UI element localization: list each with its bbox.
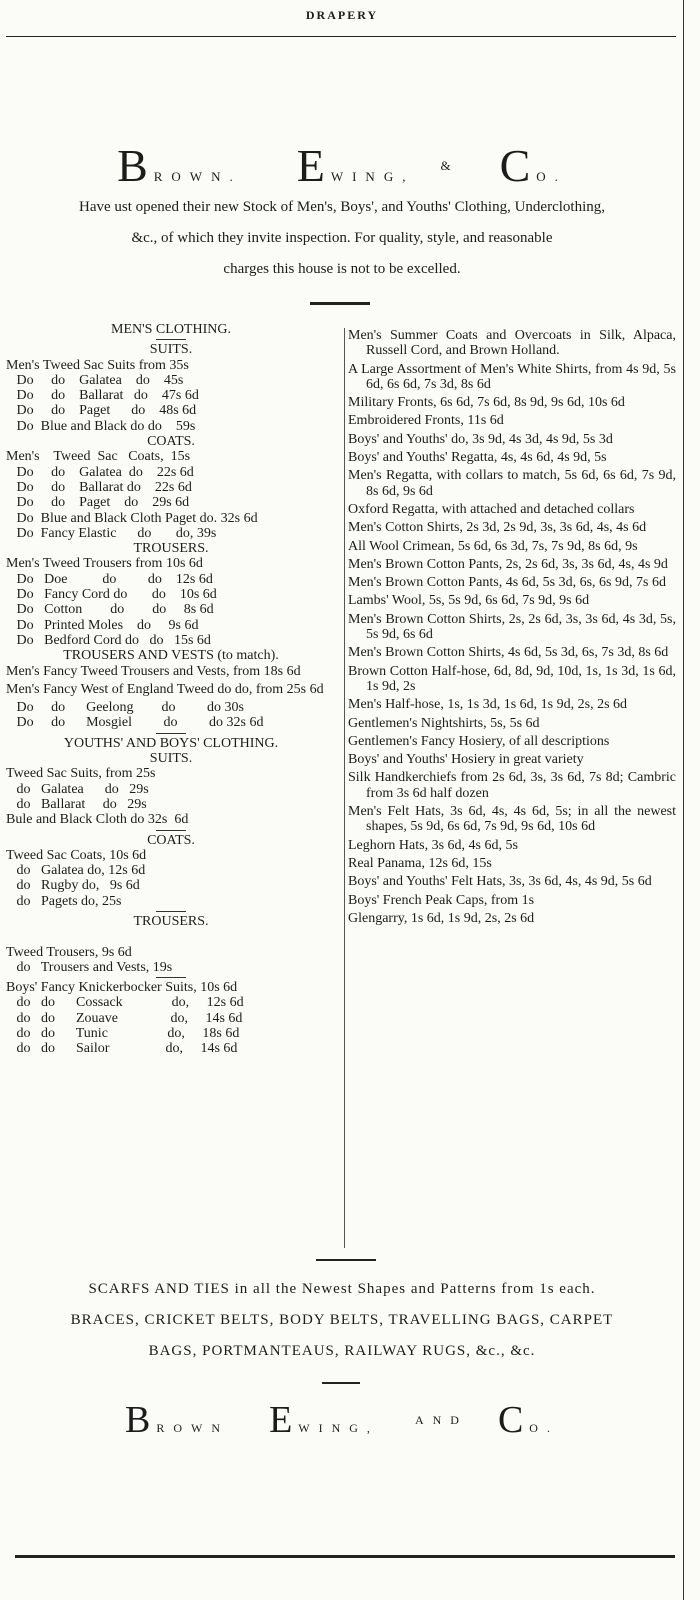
- mens-and-boys-clothing-column: [6, 322, 336, 1057]
- footer-line: BRACES, CRICKET BELTS, BODY BELTS, TRAVELLING BAGS, CARPET: [70, 1312, 614, 1328]
- shirts-hosiery-hats-column: [348, 328, 676, 929]
- price-entry: Boys' French Peak Caps, from 1s: [348, 892, 535, 908]
- section-heading: COATS.: [147, 434, 195, 450]
- price-entry: Men's Brown Cotton Shirts, 2s, 2s 6d, 3s, 3s 6d, 4s 3d, 5s, 5s 9d, 6s 6d: [348, 611, 676, 643]
- price-entry: Do Bedford Cord do do 15s 6d: [6, 632, 211, 648]
- price-entry: do Pagets do, 25s: [6, 893, 122, 909]
- section-heading: TROUSERS AND VESTS (to match).: [63, 648, 279, 664]
- price-entry: Boys' Fancy Knickerbocker Suits, 10s 6d: [6, 980, 238, 996]
- price-entry: Bule and Black Cloth do 32s 6d: [6, 812, 189, 828]
- price-entry: do do Tunic do, 18s 6d: [6, 1026, 240, 1042]
- price-entry: Do Doe do do 12s 6d: [6, 571, 213, 587]
- price-entry: Boys' and Youths' Regatta, 4s, 4s 6d, 4s 9d, 5s: [348, 450, 607, 466]
- price-entry: do do Zouave do, 14s 6d: [6, 1010, 243, 1026]
- price-entry: Do do Paget do 48s 6d: [6, 403, 197, 419]
- price-entry: Boys' and Youths' Felt Hats, 3s, 3s 6d, 4s, 4s 9d, 5s 6d: [348, 874, 652, 890]
- price-entry: Boys' and Youths' Hosiery in great variety: [348, 752, 584, 768]
- price-entry: do Trousers and Vests, 19s: [6, 959, 173, 975]
- price-entry: Men's Half-hose, 1s, 1s 3d, 1s 6d, 1s 9d, 2s, 2s 6d: [348, 697, 628, 713]
- price-entry: Silk Handkerchiefs from 2s 6d, 3s, 3s 6d, 7s 8d; Cambric from 3s 6d half dozen: [348, 770, 676, 801]
- price-entry: Military Fronts, 6s 6d, 7s 6d, 8s 9d, 9s 6d, 10s 6d: [348, 395, 625, 411]
- section-heading: YOUTHS' AND BOYS' CLOTHING.: [63, 735, 279, 751]
- signature-word-3: AND: [414, 1412, 468, 1427]
- price-entry: Leghorn Hats, 3s 6d, 4s 6d, 5s: [348, 837, 518, 853]
- intro-line: &c., of which they invite inspection. For quality, style, and reasonable: [131, 230, 553, 246]
- firm-word-3: &: [440, 158, 460, 173]
- short-divider: [156, 977, 186, 978]
- price-entry: do do Sailor do, 14s 6d: [6, 1041, 238, 1057]
- price-entry: Men's Brown Cotton Shirts, 4s 6d, 5s 3d, 6s, 7s 3d, 8s 6d: [348, 645, 669, 661]
- price-entry: Do do Paget do 29s 6d: [6, 495, 190, 511]
- price-entry: Do do Mosgiel do do 32s 6d: [6, 715, 264, 731]
- price-entry: Real Panama, 12s 6d, 15s: [348, 855, 492, 871]
- price-entry: Oxford Regatta, with attached and detached collars: [348, 501, 635, 517]
- firm-word-4: C O.: [499, 140, 567, 191]
- signature-word-1: B ROWN: [125, 1399, 230, 1441]
- price-entry: Lambs' Wool, 5s, 5s 9d, 6s 6d, 7s 9d, 9s 6d: [348, 593, 590, 609]
- accessories-notice: [0, 1274, 684, 1367]
- price-entry: Do do Ballarat do 22s 6d: [6, 479, 192, 495]
- price-entry: Do do Galatea do 45s: [6, 372, 184, 388]
- header-rule: [6, 36, 676, 37]
- price-entry: Men's Regatta, with collars to match, 5s 6d, 6s 6d, 7s 9d, 8s 6d, 9s 6d: [348, 468, 676, 499]
- firm-word-2: E WING,: [296, 140, 415, 191]
- intro-line: Have ust opened their new Stock of Men's, Boys', and Youths' Clothing, Underclothing,: [79, 199, 605, 215]
- price-entry: Do Blue and Black do do 59s: [6, 418, 196, 434]
- firm-word-1: B ROWN.: [117, 140, 242, 191]
- price-entry: Do Fancy Elastic do do, 39s: [6, 525, 217, 541]
- firm-name-heading: [0, 136, 684, 196]
- price-entry: Do do Ballarat do 47s 6d: [6, 388, 199, 404]
- section-heading: SUITS.: [149, 751, 193, 767]
- price-entry: Men's Summer Coats and Overcoats in Silk, Alpaca, Russell Cord, and Brown Holland.: [348, 328, 676, 359]
- price-entry: Embroidered Fronts, 11s 6d: [348, 413, 504, 429]
- price-entry: Do Printed Moles do 9s 6d: [6, 617, 199, 633]
- signature-divider: [322, 1382, 360, 1384]
- section-heading: DRAPERY: [305, 8, 379, 22]
- short-divider: [156, 830, 186, 831]
- price-entry: Men's Brown Cotton Pants, 2s, 2s 6d, 3s, 3s 6d, 4s, 4s 9d: [348, 556, 668, 572]
- price-entry: [6, 929, 336, 944]
- price-entry: Glengarry, 1s 6d, 1s 9d, 2s, 2s 6d: [348, 910, 535, 926]
- price-entry: Men's Tweed Sac Coats, 15s: [6, 449, 191, 465]
- price-entry: Brown Cotton Half-hose, 6d, 8d, 9d, 10d, 1s, 1s 3d, 1s 6d, 1s 9d, 2s: [348, 663, 676, 694]
- short-divider: [156, 911, 186, 912]
- footer-line: BAGS, PORTMANTEAUS, RAILWAY RUGS, &c., &c.: [148, 1343, 536, 1359]
- section-heading: TROUSERS.: [133, 913, 209, 929]
- price-entry: Gentlemen's Fancy Hosiery, of all descriptions: [348, 733, 610, 749]
- price-entry: Men's Brown Cotton Pants, 4s 6d, 5s 3d, 6s, 6s 9d, 7s 6d: [348, 575, 666, 591]
- price-entry: Men's Cotton Shirts, 2s 3d, 2s 9d, 3s, 3s 6d, 4s, 4s 6d: [348, 520, 647, 536]
- price-entry: Tweed Sac Coats, 10s 6d: [6, 847, 147, 863]
- price-entry: Men's Tweed Sac Suits from 35s: [6, 357, 189, 373]
- bottom-rule: [15, 1555, 675, 1558]
- intro-paragraph: [0, 192, 684, 285]
- price-entry: Do Cotton do do 8s 6d: [6, 602, 214, 618]
- price-entry: do Ballarat do 29s: [6, 796, 147, 812]
- column-divider: [344, 328, 345, 1248]
- price-entry: All Wool Crimean, 5s 6d, 6s 3d, 7s, 7s 9d, 8s 6d, 9s: [348, 538, 638, 554]
- section-heading: COATS.: [147, 832, 195, 848]
- section-heading: SUITS.: [149, 342, 193, 358]
- price-entry: Tweed Sac Suits, from 25s: [6, 766, 156, 782]
- price-entry: Tweed Trousers, 9s 6d: [6, 944, 132, 960]
- price-entry: Boys' and Youths' do, 3s 9d, 4s 3d, 4s 9d, 5s 3d: [348, 431, 613, 447]
- price-entry: Men's Felt Hats, 3s 6d, 4s, 4s 6d, 5s; in all the newest shapes, 5s 9d, 6s 6d, 7s 9d, 9s 6d, 10s 6d: [348, 804, 676, 835]
- short-divider: [156, 339, 186, 340]
- price-entry: do Galatea do 29s: [6, 781, 149, 797]
- price-entry: Men's Tweed Trousers from 10s 6d: [6, 556, 203, 572]
- section-divider: [310, 302, 370, 305]
- price-entry: Do Blue and Black Cloth Paget do. 32s 6d: [6, 510, 258, 526]
- footer-line: SCARFS AND TIES in all the Newest Shapes and Patterns from 1s each.: [88, 1281, 596, 1297]
- price-entry: do do Cossack do, 12s 6d: [6, 995, 244, 1011]
- footer-divider: [316, 1259, 376, 1261]
- intro-line: charges this house is not to be excelled.: [223, 261, 461, 277]
- section-heading: TROUSERS.: [133, 541, 209, 557]
- signature-word-4: C O.: [497, 1399, 559, 1441]
- price-entry: Gentlemen's Nightshirts, 5s, 5s 6d: [348, 715, 540, 731]
- price-entry: Do Fancy Cord do do 10s 6d: [6, 587, 217, 603]
- price-entry: Men's Fancy Tweed Trousers and Vests, from 18s 6d: [6, 663, 301, 679]
- price-entry: do Rugby do, 9s 6d: [6, 878, 140, 894]
- price-entry: Do do Galatea do 22s 6d: [6, 464, 194, 480]
- price-entry: do Galatea do, 12s 6d: [6, 863, 146, 879]
- price-entry: Do do Geelong do do 30s: [6, 700, 244, 716]
- signature-word-2: E WING,: [269, 1399, 379, 1441]
- price-entry: A Large Assortment of Men's White Shirts, from 4s 9d, 5s 6d, 6s 6d, 7s 3d, 8s 6d: [348, 361, 676, 392]
- price-entry: Men's Fancy West of England Tweed do do, from 25s 6d: [6, 681, 324, 697]
- section-heading: MEN'S CLOTHING.: [111, 322, 231, 337]
- firm-signature: [0, 1390, 684, 1450]
- short-divider: [156, 733, 186, 734]
